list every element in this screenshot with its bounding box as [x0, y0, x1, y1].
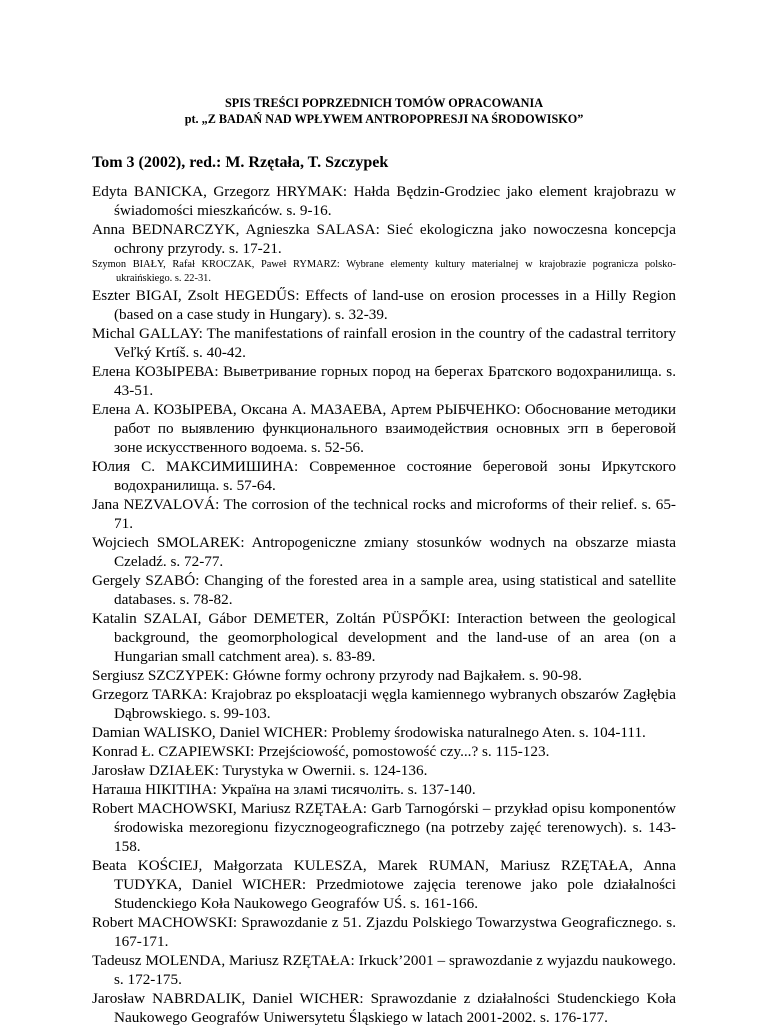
list-item: Konrad Ł. CZAPIEWSKI: Przejściowość, pomostowość czy...? s. 115-123.: [92, 743, 550, 760]
list-item: Юлия С. МАКСИМИШИНА: Современное состояние береговой зоны Иркутского водохранилища. s. 57-64.: [92, 458, 676, 494]
list-item: Wojciech SMOLAREK: Antropogeniczne zmiany stosunków wodnych na obszarze miasta Czeladź. s. 72-77.: [92, 534, 676, 570]
list-item: Robert MACHOWSKI: Sprawozdanie z 51. Zjazdu Polskiego Towarzystwa Geograficznego. s. 167-171.: [92, 914, 676, 950]
list-item: Елена А. КОЗЫРЕВА, Оксана А. МАЗАЕВА, Артем РЫБЧЕНКО: Обоснование методики работ по выявлению функционального взаимодействия основных эгп в береговой зоне искусственного водоема. s. 52-56.: [92, 401, 676, 456]
list-item: Gergely SZABÓ: Changing of the forested area in a sample area, using statistical and satellite databases. s. 78-82.: [92, 572, 676, 608]
list-item: Robert MACHOWSKI, Mariusz RZĘTAŁA: Garb Tarnogórski – przykład opisu komponentów środowiska mezoregionu fizycznogeograficznego (na potrzeby zajęć terenowych). s. 143-158.: [92, 800, 676, 855]
list-item: Szymon BIAŁY, Rafał KROCZAK, Paweł RYMARZ: Wybrane elementy kultury materialnej w krajobrazie pogranicza polsko-ukraińskiego. s. 22-31.: [92, 259, 676, 284]
list-item: Jarosław NABRDALIK, Daniel WICHER: Sprawozdanie z działalności Studenckiego Koła Naukowego Geografów Uniwersytetu Śląskiego w latach 2001-2002. s. 176-177.: [92, 990, 676, 1026]
list-item: Edyta BANICKA, Grzegorz HRYMAK: Hałda Będzin-Grodziec jako element krajobrazu w świadomości mieszkańców. s. 9-16.: [92, 183, 676, 219]
list-item: Katalin SZALAI, Gábor DEMETER, Zoltán PÜSPŐKI: Interaction between the geological background, the geomorphological development and the land-use of an area (on a Hungarian small catchment area). s. 83-89.: [92, 610, 676, 665]
page-heading-line-1: SPIS TREŚCI POPRZEDNICH TOMÓW OPRACOWANIA: [224, 96, 544, 110]
list-item: Damian WALISKO, Daniel WICHER: Problemy środowiska naturalnego Aten. s. 104-111.: [92, 724, 646, 741]
list-item: Елена КОЗЫРЕВА: Выветривание горных пород на берегах Братского водохранилища. s. 43-51.: [92, 363, 676, 399]
list-item: Jarosław DZIAŁEK: Turystyka w Owernii. s. 124-136.: [92, 762, 428, 779]
list-item: Anna BEDNARCZYK, Agnieszka SALASA: Sieć ekologiczna jako nowoczesna koncepcja ochrony przyrody. s. 17-21.: [92, 221, 676, 257]
list-item: Grzegorz TARKA: Krajobraz po eksploatacji węgla kamiennego wybranych obszarów Zagłębia Dąbrowskiego. s. 99-103.: [92, 686, 676, 722]
page-heading-line-2: pt. „Z BADAŃ NAD WPŁYWEM ANTROPOPRESJI NA ŚRODOWISKO”: [184, 112, 584, 126]
table-of-contents-list: [92, 182, 676, 1027]
list-item: Eszter BIGAI, Zsolt HEGEDŰS: Effects of land-use on erosion processes in a Hilly Region (based on a case study in Hungary). s. 32-39.: [92, 287, 676, 323]
list-item: Michal GALLAY: The manifestations of rainfall erosion in the country of the cadastral territory Veľký Krtíš. s. 40-42.: [92, 325, 676, 361]
list-item: Beata KOŚCIEJ, Małgorzata KULESZA, Marek RUMAN, Mariusz RZĘTAŁA, Anna TUDYKA, Daniel WICHER: Przedmiotowe zajęcia terenowe jako pole działalności Studenckiego Koła Naukowego Geografów UŚ. s. 161-166.: [92, 857, 676, 912]
volume-title: Tom 3 (2002), red.: M. Rzętała, T. Szczypek: [92, 154, 389, 171]
list-item: Sergiusz SZCZYPEK: Główne formy ochrony przyrody nad Bajkałem. s. 90-98.: [92, 667, 582, 684]
list-item: Наташа НІКІТІНА: Україна на зламі тисячоліть. s. 137-140.: [92, 781, 476, 798]
list-item: Jana NEZVALOVÁ: The corrosion of the technical rocks and microforms of their relief. s. 65-71.: [92, 496, 676, 532]
list-item: Tadeusz MOLENDA, Mariusz RZĘTAŁA: Irkuck’2001 – sprawozdanie z wyjazdu naukowego. s. 172-175.: [92, 952, 676, 988]
